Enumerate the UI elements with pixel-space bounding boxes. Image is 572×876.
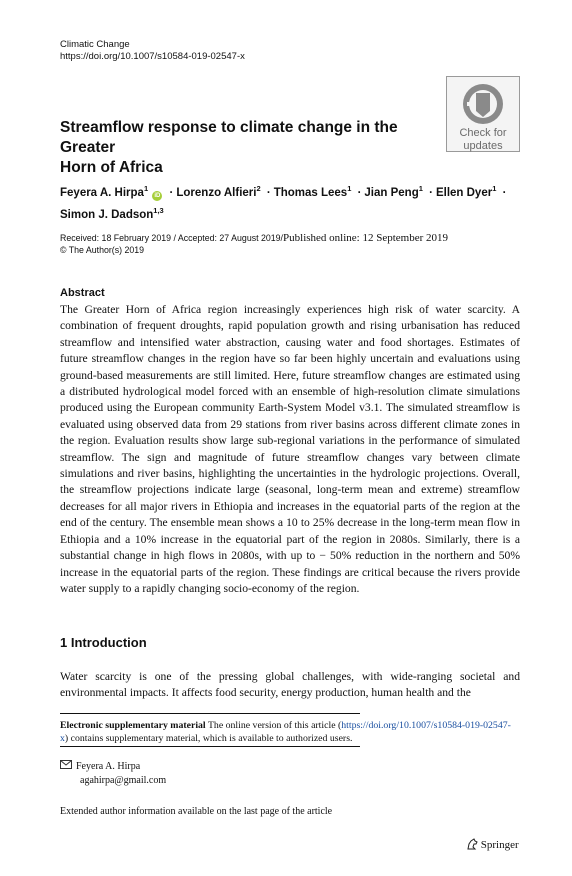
- affiliation-sup: 1,3: [153, 205, 164, 215]
- check-for-updates-line2: updates: [463, 140, 503, 152]
- author-name[interactable]: Simon J. Dadson: [60, 208, 154, 221]
- affiliation-sup: 1: [347, 184, 352, 193]
- article-title: [60, 118, 440, 178]
- supplementary-note: [60, 719, 515, 745]
- publisher-logo: [466, 838, 519, 851]
- author-list: [60, 180, 520, 224]
- check-for-updates-line1: Check for: [459, 127, 507, 139]
- abstract-text: The Greater Horn of Africa region increasingly experiences high risk of water scarcity. A combination of frequent droughts, rapid population growth and rising urbanisation has reduced streamflow and intensified water abstraction, causing water and food shortages. Estimates of future streamflow changes in the region have so far been highly uncertain and evaluations using ground-based measurements are still limited. Here, future streamflow changes are estimated using a distributed hydrological model forced with an ensemble of high-resolution climate simulations produced using the European community Earth-System Model v3.1. The simulated streamflow is evaluated using observed data from 29 stations from river basins across different climate zones in the region. Evaluation results show large sub-regional variations in the performance of simulated streamflow. The sign and magnitude of future streamflow changes vary between climate simulations and river basins, highlighting the uncertainties in the hydrologic projections. Overall, the streamflow projections indicate large (seasonal, long-term mean and extreme) streamflow decreases for all major rivers in Ethiopia and increases in the equatorial parts of the region at the end of the century. The ensemble mean shows a 10 to 25% decrease in the long-term mean flow in Ethiopia and a 10% increase in the equatorial part of the region in 2080s. Similarly, there is a substantial change in high flows in 2080s, with up to − 50% reduction in the northern and 50% increase in the equatorial parts of the region. These findings are critical because the rivers provide water supply to a rapidly changing socio-economy of the region.: [60, 303, 520, 595]
- introduction-heading: 1 Introduction: [60, 635, 147, 650]
- published-date: Published online: 12 September 2019: [283, 232, 448, 244]
- author-name[interactable]: Lorenzo Alfieri: [176, 186, 257, 199]
- author-name[interactable]: Thomas Lees: [273, 186, 348, 199]
- author-name[interactable]: Feyera A. Hirpa: [60, 186, 144, 199]
- separator-dot: ·: [502, 186, 507, 199]
- journal-name: Climatic Change: [60, 39, 130, 50]
- springer-horse-icon: [466, 839, 481, 851]
- corresponding-author: [60, 760, 166, 788]
- doi-link[interactable]: https://doi.org/10.1007/s10584-019-02547-x: [60, 51, 245, 62]
- article-dates: [60, 232, 448, 256]
- supplementary-text-before: The online version of this article (: [205, 720, 342, 731]
- supplementary-rule: [60, 746, 360, 747]
- footnote-rule: [60, 713, 360, 714]
- affiliation-sup: 1: [143, 184, 149, 193]
- copyright-line: © The Author(s) 2019: [60, 245, 145, 255]
- envelope-icon: [60, 760, 76, 774]
- author-name[interactable]: Ellen Dyer: [435, 186, 493, 199]
- separator-dot: ·: [429, 186, 433, 199]
- title-line-1: Streamflow response to climate change in the Greater: [60, 119, 398, 156]
- supplementary-label: Electronic supplementary material: [60, 720, 206, 731]
- orcid-icon[interactable]: iD: [154, 192, 161, 199]
- received-accepted-dates: Received: 18 February 2019 / Accepted: 27 August 2019/: [60, 233, 284, 243]
- extended-author-info: Extended author information available on the last page of the article: [60, 806, 333, 817]
- separator-dot: ·: [266, 186, 271, 199]
- contact-email[interactable]: agahirpa@gmail.com: [80, 775, 167, 786]
- check-for-updates-icon: [461, 82, 505, 126]
- affiliation-sup: 1: [492, 184, 497, 193]
- contact-name: Feyera A. Hirpa: [76, 761, 141, 772]
- supplementary-text-after: ) contains supplementary material, which is available to authorized users.: [64, 733, 353, 744]
- introduction-text: Water scarcity is one of the pressing global challenges, with wide-ranging societal and environmental impacts. It affects food security, energy production, human health and the: [60, 670, 520, 700]
- separator-dot: ·: [357, 186, 362, 199]
- author-name[interactable]: Jian Peng: [364, 186, 419, 199]
- check-for-updates-button[interactable]: [446, 76, 520, 152]
- abstract-heading: Abstract: [60, 287, 105, 299]
- journal-header: [60, 39, 245, 63]
- publisher-name: Springer: [480, 839, 519, 851]
- affiliation-sup: 2: [256, 184, 261, 193]
- title-line-2: Horn of Africa: [60, 159, 163, 176]
- separator-dot: ·: [169, 186, 174, 199]
- affiliation-sup: 1: [418, 184, 423, 193]
- supplementary-link[interactable]: https://doi.org/10.1007/s10584-019-02547-x: [60, 720, 511, 744]
